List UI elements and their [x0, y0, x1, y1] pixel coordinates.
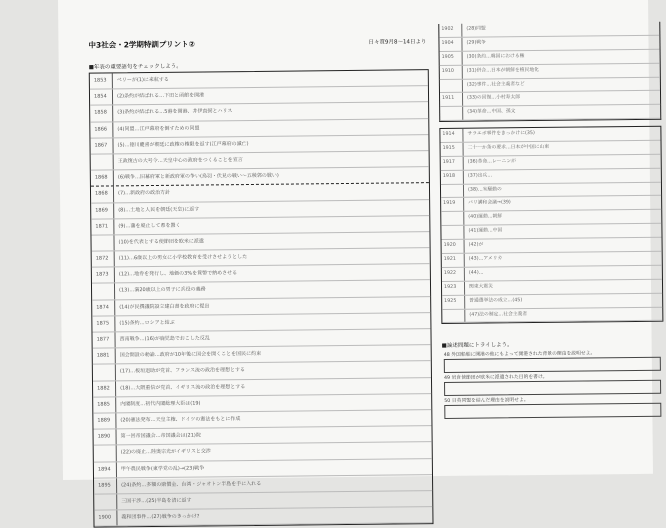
- row-year: 1889: [97, 417, 111, 424]
- row-year: 1885: [97, 401, 111, 408]
- row-event: 二十一か条の要求…日本が中国に山東: [463, 141, 661, 156]
- row-event: (12)…地券を発行し、地価の3%を貨幣で納めさせる: [114, 264, 430, 282]
- row-year: 1895: [98, 482, 111, 489]
- row-event: (42)が: [464, 238, 662, 253]
- row-year: [440, 79, 462, 92]
- row-year: [91, 235, 113, 250]
- row-event: (20)憲法発布…天皇主権、ドイツの憲法をもとに作成: [115, 410, 431, 428]
- row-event: (28)同盟: [461, 22, 659, 37]
- row-event: ペリーが(1)に来航する: [112, 70, 428, 88]
- row-event: パリ講和会議→(39): [463, 196, 661, 211]
- row-event: (30)条約…韓国における権: [462, 49, 660, 64]
- row-year: 1922: [443, 270, 457, 276]
- row-event: 王政復古の大号令…天皇中心の政府をつくることを宣言: [113, 151, 429, 169]
- row-event: (41)運動…中国: [463, 224, 661, 239]
- answer-box-50[interactable]: [444, 403, 661, 419]
- row-event: (44)…: [464, 266, 662, 281]
- worksheet: [58, 0, 653, 521]
- row-year: 1918: [442, 173, 456, 179]
- row-event: (9)…藩を廃止して県を置く: [113, 216, 429, 234]
- row-event: (2)条約が結ばれる…下田と函館を開港: [112, 86, 428, 104]
- row-year: 1867: [94, 142, 108, 149]
- row-event: (31)併合…日本が朝鮮を植民地化: [462, 63, 660, 78]
- row-year: 1873: [95, 271, 109, 278]
- row-event: 西南戦争…(16)が鹿児島でおこした反乱: [114, 329, 430, 347]
- row-year: [441, 212, 463, 225]
- row-year: 1917: [442, 159, 455, 165]
- row-year: 1874: [96, 304, 109, 311]
- row-event: (8)…土地と人民を朝廷(天皇)に返す: [113, 200, 429, 218]
- row-year: [441, 184, 463, 197]
- row-year: 1869: [95, 206, 108, 214]
- question-49: 49 岩倉使節団が欧米に派遣された目的を書け。: [443, 374, 548, 381]
- row-year: 1882: [97, 385, 110, 392]
- question-50: 50 日英同盟を結んだ理由を説明せよ。: [444, 398, 529, 404]
- row-event: 義和団事件…(27)戦争のきっかけ?: [116, 507, 432, 525]
- row-year: 1854: [93, 93, 107, 100]
- row-year: 1868: [94, 174, 108, 181]
- row-event: 内閣制度…初代内閣総理大臣は(19): [115, 394, 431, 412]
- row-event: 関東大震災: [464, 279, 662, 294]
- row-event: (34)革命…中国、孫文: [462, 105, 660, 120]
- row-year: [93, 365, 115, 380]
- row-event: (17)…板垣退助が党首、フランス流の政治を理想とする: [115, 361, 431, 379]
- row-year: 1875: [96, 320, 110, 327]
- row-event: (40)運動…朝鮮: [463, 210, 661, 225]
- row-event: (38)…米騒動の: [463, 182, 661, 197]
- row-year: [92, 284, 114, 299]
- row-year: 1915: [442, 145, 455, 151]
- essay-section-heading: ■論述問題にトライしよう。: [441, 342, 513, 350]
- row-year: 1911: [442, 96, 455, 102]
- row-event: (10)を代表とする使節団を欧米に派遣: [113, 232, 429, 250]
- row-year: [442, 309, 464, 322]
- row-year: [94, 494, 116, 509]
- date-range: 日々賞9月8～14日より: [368, 39, 427, 46]
- row-year: [91, 154, 113, 169]
- timeline-row: [94, 507, 432, 527]
- row-year: 1868: [95, 190, 108, 197]
- row-event: (4)同盟…江戸幕府を倒すための同盟: [112, 119, 428, 137]
- row-year: 1910: [441, 68, 455, 74]
- row-year: 1923: [444, 284, 457, 290]
- row-event: 甲午農民戦争(東学党の乱)→(23)戦争: [116, 459, 432, 477]
- question-48: 48 外国船舶に開港の他にもよって開港された背景の理由を説明せよ。: [443, 351, 596, 358]
- row-year: 1866: [94, 126, 108, 133]
- row-event: (32)事件…社会主義者など: [462, 77, 660, 92]
- row-year: 1914: [442, 131, 455, 137]
- row-year: 1890: [97, 433, 111, 440]
- row-event: (11)…6歳以上の男女に小学校教育を受けさせようとした: [114, 248, 430, 266]
- section-heading: ■年表の重要語句をチェックしよう。: [88, 63, 182, 71]
- left-page: [88, 24, 427, 521]
- page-title: 中3社会・2学期特訓プリント②: [88, 39, 196, 50]
- row-event: サラエボ事件をきっかけに(35): [462, 127, 660, 142]
- row-event: (6)戦争…旧幕府軍と新政府軍の争い(鳥羽・伏見の戦い～五稜郭の戦い): [113, 167, 429, 185]
- row-year: 1905: [441, 54, 454, 60]
- row-event: (5)…徳川慶喜が朝廷に政権の権限を返す(江戸幕府の滅亡): [112, 135, 428, 153]
- row-event: 国会開設の勅諭…政府が10年後に国会を開くことを国民に約束: [115, 345, 431, 363]
- row-year: 1872: [95, 255, 109, 262]
- row-year: [440, 107, 462, 120]
- row-year: 1925: [444, 298, 457, 304]
- row-event: (47)法の制定…社会主義者: [464, 307, 662, 322]
- timeline-table-right-top: [438, 22, 661, 123]
- timeline-row: [442, 307, 662, 323]
- row-year: 1881: [96, 352, 110, 359]
- row-event: 第一回帝国議会…帝国議会は(21)院: [116, 426, 432, 444]
- answer-box-49[interactable]: [444, 380, 661, 396]
- row-event: (7)…新政府の政治方針: [113, 183, 429, 201]
- right-page: [438, 22, 658, 404]
- timeline-row: [440, 105, 660, 121]
- row-year: [94, 446, 116, 461]
- row-event: (18)…大隈重信が党首、イギリス流の政治を理想とする: [115, 378, 431, 396]
- row-year: 1904: [441, 40, 454, 46]
- row-year: 1858: [94, 109, 107, 117]
- row-event: (37)出兵…: [463, 168, 661, 183]
- row-year: 1894: [97, 465, 111, 473]
- timeline-table-right-bottom: [439, 126, 663, 325]
- row-event: (24)条約…多額の賠償金、台湾・ジャオトン半島を手に入れる: [116, 475, 432, 493]
- row-event: (33)の回復…小村寿太郎: [462, 91, 660, 106]
- row-event: (22)の廃止…陸奥宗光がイギリスと交渉: [116, 442, 432, 460]
- row-year: 1902: [441, 26, 454, 32]
- row-year: 1853: [93, 77, 107, 84]
- row-year: 1871: [95, 223, 109, 230]
- row-event: (13)…満20歳以上の男子に兵役の義務: [114, 281, 430, 299]
- row-event: (3)条約が結ばれる…5港を開港、井伊直弼とハリス: [112, 103, 428, 121]
- row-event: (36)革命…レーニンが: [463, 154, 661, 169]
- row-year: 1920: [443, 242, 456, 249]
- row-year: 1921: [443, 256, 456, 262]
- timeline-table: [89, 69, 434, 528]
- row-event: (15)条約…ロシアと結ぶ: [114, 313, 430, 331]
- row-event: (14)が民撰議院設立建白書を政府に提出: [114, 297, 430, 315]
- row-event: 三国干渉…(25)半島を清に返す: [116, 491, 432, 509]
- row-year: 1877: [96, 336, 110, 343]
- row-event: (43)…アメリカ: [464, 252, 662, 267]
- row-year: [441, 226, 463, 239]
- row-year: 1900: [98, 514, 112, 521]
- row-year: 1919: [443, 201, 456, 207]
- answer-box-48[interactable]: [444, 357, 661, 373]
- row-event: 普通選挙法の成立…(45): [464, 293, 662, 308]
- row-event: (29)戦争: [461, 36, 659, 51]
